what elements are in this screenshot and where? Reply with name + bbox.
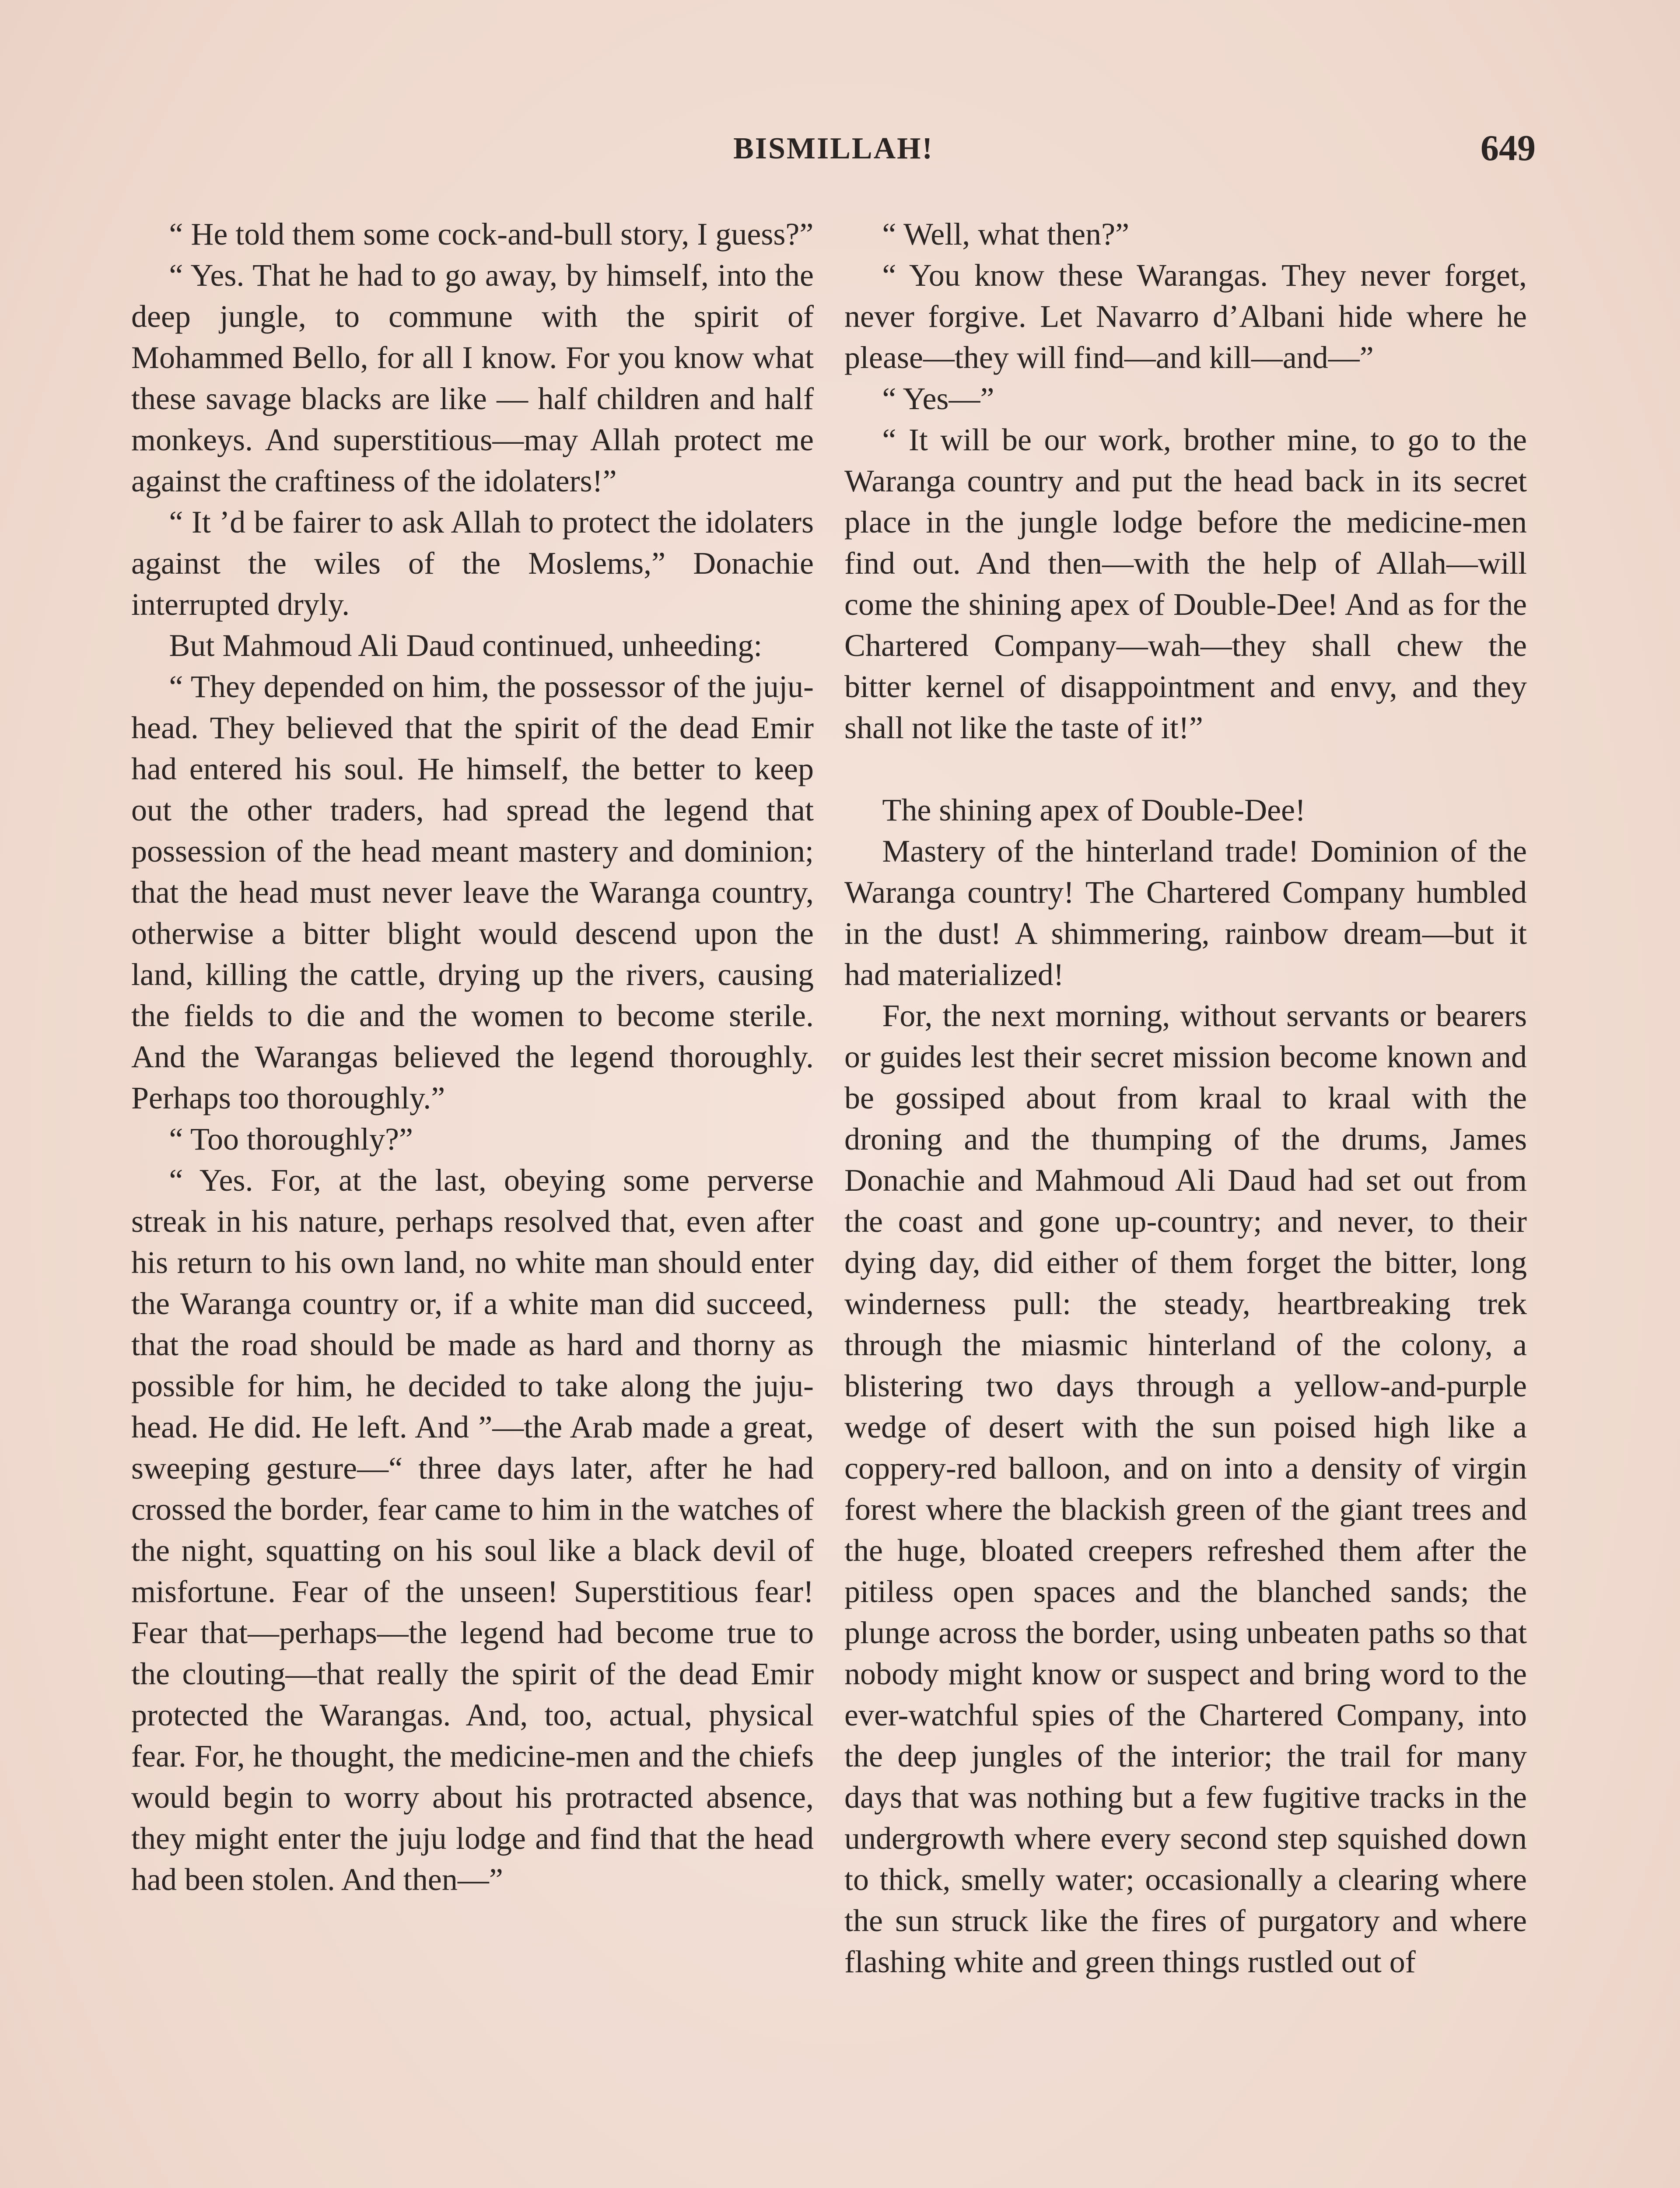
paragraph: “ Yes—”: [882, 381, 994, 416]
paragraph: “ They depended on him, the possessor of the juju-head. They believed that the spirit of the dead Emir had entered his soul. He himself, the better to keep out the other traders, had spread the legend that possession of the head meant mastery and dominion; that the head must never leave the Waranga country, otherwise a bitter blight would descend upon the land, killing the cattle, drying up the rivers, causing the fields to die and the women to become sterile. And the Warangas believed the legend thoroughly. Perhaps too thoroughly.”: [131, 669, 814, 1115]
page-number: 649: [1480, 128, 1536, 168]
paragraph: “ Too thoroughly?”: [169, 1122, 413, 1157]
paragraph: “ Yes. For, at the last, obeying some perverse streak in his nature, perhaps resolved that, even after his return to his own land, no white man should enter the Waranga country or, if a white man did succeed, that the road should be made as hard and thorny as possible for him, he decided to take along the juju-head. He did. He left. And ”—the Arab made a great, sweeping gesture—“ three days later, after he had crossed the border, fear came to him in the watches of the night, squatting on his soul like a black devil of misfortune. Fear of the unseen! Superstitious fear! Fear that—perhaps—the legend had become true to the clouting—that really the spirit of the dead Emir protected the Warangas. And, too, actual, physical fear. For, he thought, the medicine-men and the chiefs would begin to worry about his protracted absence, they might enter the juju lodge and find that the head had been stolen. And then—”: [131, 1163, 814, 1897]
paragraph: “ Well, what then?”: [882, 217, 1130, 252]
paragraph: But Mahmoud Ali Daud continued, unheeding:: [169, 628, 763, 663]
right-column: [844, 214, 1527, 1982]
paragraph: “ Yes. That he had to go away, by himself, into the deep jungle, to commune with the spirit of Mohammed Bello, for all I know. For you know what these savage blacks are like — half children and half monkeys. And superstitious—may Allah protect me against the craftiness of the idolaters!”: [131, 258, 814, 498]
page-header: [131, 128, 1536, 179]
paragraph: Mastery of the hinterland trade! Dominion of the Waranga country! The Chartered Company humbled in the dust! A shimmering, rainbow dream—but it had materialized!: [844, 834, 1527, 992]
paragraph: “ You know these Warangas. They never forget, never forgive. Let Navarro d’Albani hide where he please—they will find—and kill—and—”: [844, 258, 1527, 375]
paragraph: “ He told them some cock-and-bull story, I guess?”: [169, 217, 814, 252]
paragraph: For, the next morning, without servants or bearers or guides lest their secret mission become known and be gossiped about from kraal to kraal with the droning and the thumping of the drums, James Donachie and Mahmoud Ali Daud had set out from the coast and gone up-country; and never, to their dying day, did either of them forget the bitter, long winderness pull: the steady, heartbreaking trek through the miasmic hinterland of the colony, a blistering two days through a yellow-and-purple wedge of desert with the sun poised high like a coppery-red balloon, and on into a density of virgin forest where the blackish green of the giant trees and the huge, bloated creepers refreshed them after the pitiless open spaces and the blanched sands; the plunge across the border, using unbeaten paths so that nobody might know or suspect and bring word to the ever-watchful spies of the Chartered Company, into the deep jungles of the interior; the trail for many days that was nothing but a few fugitive tracks in the undergrowth where every second step squished down to thick, smelly water; occasionally a clearing where the sun struck like the fires of purgatory and where flashing white and green things rustled out of: [844, 998, 1527, 1979]
left-column: [131, 214, 814, 1900]
paragraph: The shining apex of Double-Dee!: [882, 792, 1306, 828]
running-title: BISMILLAH!: [733, 132, 934, 165]
paragraph: “ It ’d be fairer to ask Allah to protect the idolaters against the wiles of the Moslems,” Donachie interrupted dryly.: [131, 505, 814, 622]
paragraph: “ It will be our work, brother mine, to go to the Waranga country and put the head back in its secret place in the jungle lodge before the medicine-men find out. And then—with the help of Allah—will come the shining apex of Double-Dee! And as for the Chartered Company—wah—they shall chew the bitter kernel of disappointment and envy, and they shall not like the taste of it!”: [844, 422, 1527, 745]
